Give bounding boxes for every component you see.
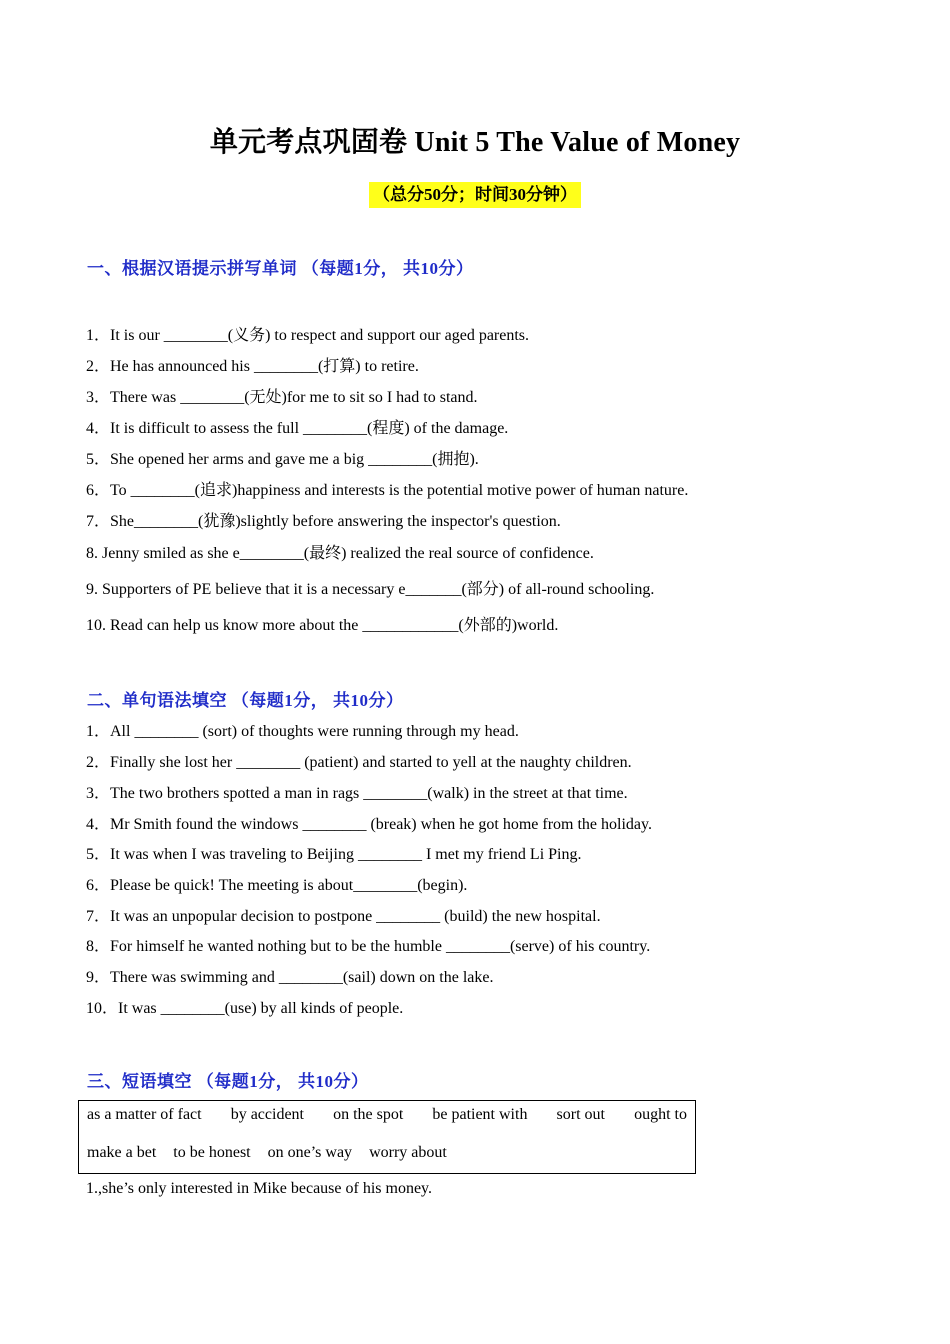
- section-heading-spelling: 一、根据汉语提示拼写单词 （每题1分， 共10分）: [87, 259, 474, 278]
- question-item: 2．He has announced his ________(打算) to retire.: [86, 358, 419, 375]
- section-heading-grammar: 二、单句语法填空 （每题1分， 共10分）: [87, 691, 404, 710]
- question-item: 3．There was ________(无处)for me to sit so I had to stand.: [86, 389, 478, 406]
- phrase-option: be patient with: [432, 1106, 528, 1123]
- question-item: 10．It was ________(use) by all kinds of people.: [86, 1000, 404, 1017]
- phrase-option: make a bet: [87, 1144, 157, 1161]
- phrase-option: ought to: [634, 1106, 687, 1123]
- phrase-box: [78, 1100, 696, 1174]
- question-item: 5．It was when I was traveling to Beijing ________ I met my friend Li Ping.: [86, 846, 582, 863]
- question-item: 4．Mr Smith found the windows ________ (break) when he got home from the holiday.: [86, 816, 652, 833]
- phrase-option: to be honest: [173, 1144, 251, 1161]
- phrase-option: as a matter of fact: [87, 1106, 202, 1123]
- question-item: 3．The two brothers spotted a man in rags ________(walk) in the street at that time.: [86, 785, 628, 802]
- question-item: 7．It was an unpopular decision to postpone ________ (build) the new hospital.: [86, 908, 601, 925]
- question-item: 9. Supporters of PE believe that it is a necessary e_______(部分) of all-round schooling.: [86, 581, 655, 598]
- phrase-row: [87, 1144, 687, 1162]
- question-item: 1．All ________ (sort) of thoughts were running through my head.: [86, 723, 519, 740]
- question-item: 5．She opened her arms and gave me a big ________(拥抱).: [86, 451, 479, 468]
- question-item: 10. Read can help us know more about the ____________(外部的)world.: [86, 617, 559, 634]
- question-item: 4．It is difficult to assess the full ________(程度) of the damage.: [86, 420, 509, 437]
- question-item: 2．Finally she lost her ________ (patient) and started to yell at the naughty children.: [86, 754, 632, 771]
- phrase-option: sort out: [556, 1106, 605, 1123]
- page-title: 单元考点巩固卷 Unit 5 The Value of Money: [209, 127, 741, 158]
- question-item: 8. Jenny smiled as she e________(最终) realized the real source of confidence.: [86, 545, 594, 562]
- question-item: 7．She________(犹豫)slightly before answering the inspector's question.: [86, 513, 561, 530]
- phrase-option: by accident: [230, 1106, 304, 1123]
- score-time-note: （总分50分；时间30分钟）: [369, 182, 581, 208]
- question-item: 1．It is our ________(义务) to respect and support our aged parents.: [86, 327, 530, 344]
- section-heading-phrases: 三、短语填空 （每题1分， 共10分）: [87, 1072, 369, 1091]
- question-item: 6．To ________(追求)happiness and interests is the potential motive power of human nature.: [86, 482, 689, 499]
- phrase-row: [87, 1106, 687, 1124]
- question-item: 6．Please be quick! The meeting is about________(begin).: [86, 877, 468, 894]
- phrase-option: worry about: [369, 1144, 447, 1161]
- question-item: 1.,she’s only interested in Mike because of his money.: [86, 1180, 432, 1197]
- phrase-option: on one’s way: [267, 1144, 353, 1161]
- subtitle-wrap: [0, 182, 950, 208]
- question-item: 8．For himself he wanted nothing but to be the humble ________(serve) of his country.: [86, 938, 651, 955]
- phrase-option: on the spot: [333, 1106, 404, 1123]
- question-item: 9．There was swimming and ________(sail) down on the lake.: [86, 969, 494, 986]
